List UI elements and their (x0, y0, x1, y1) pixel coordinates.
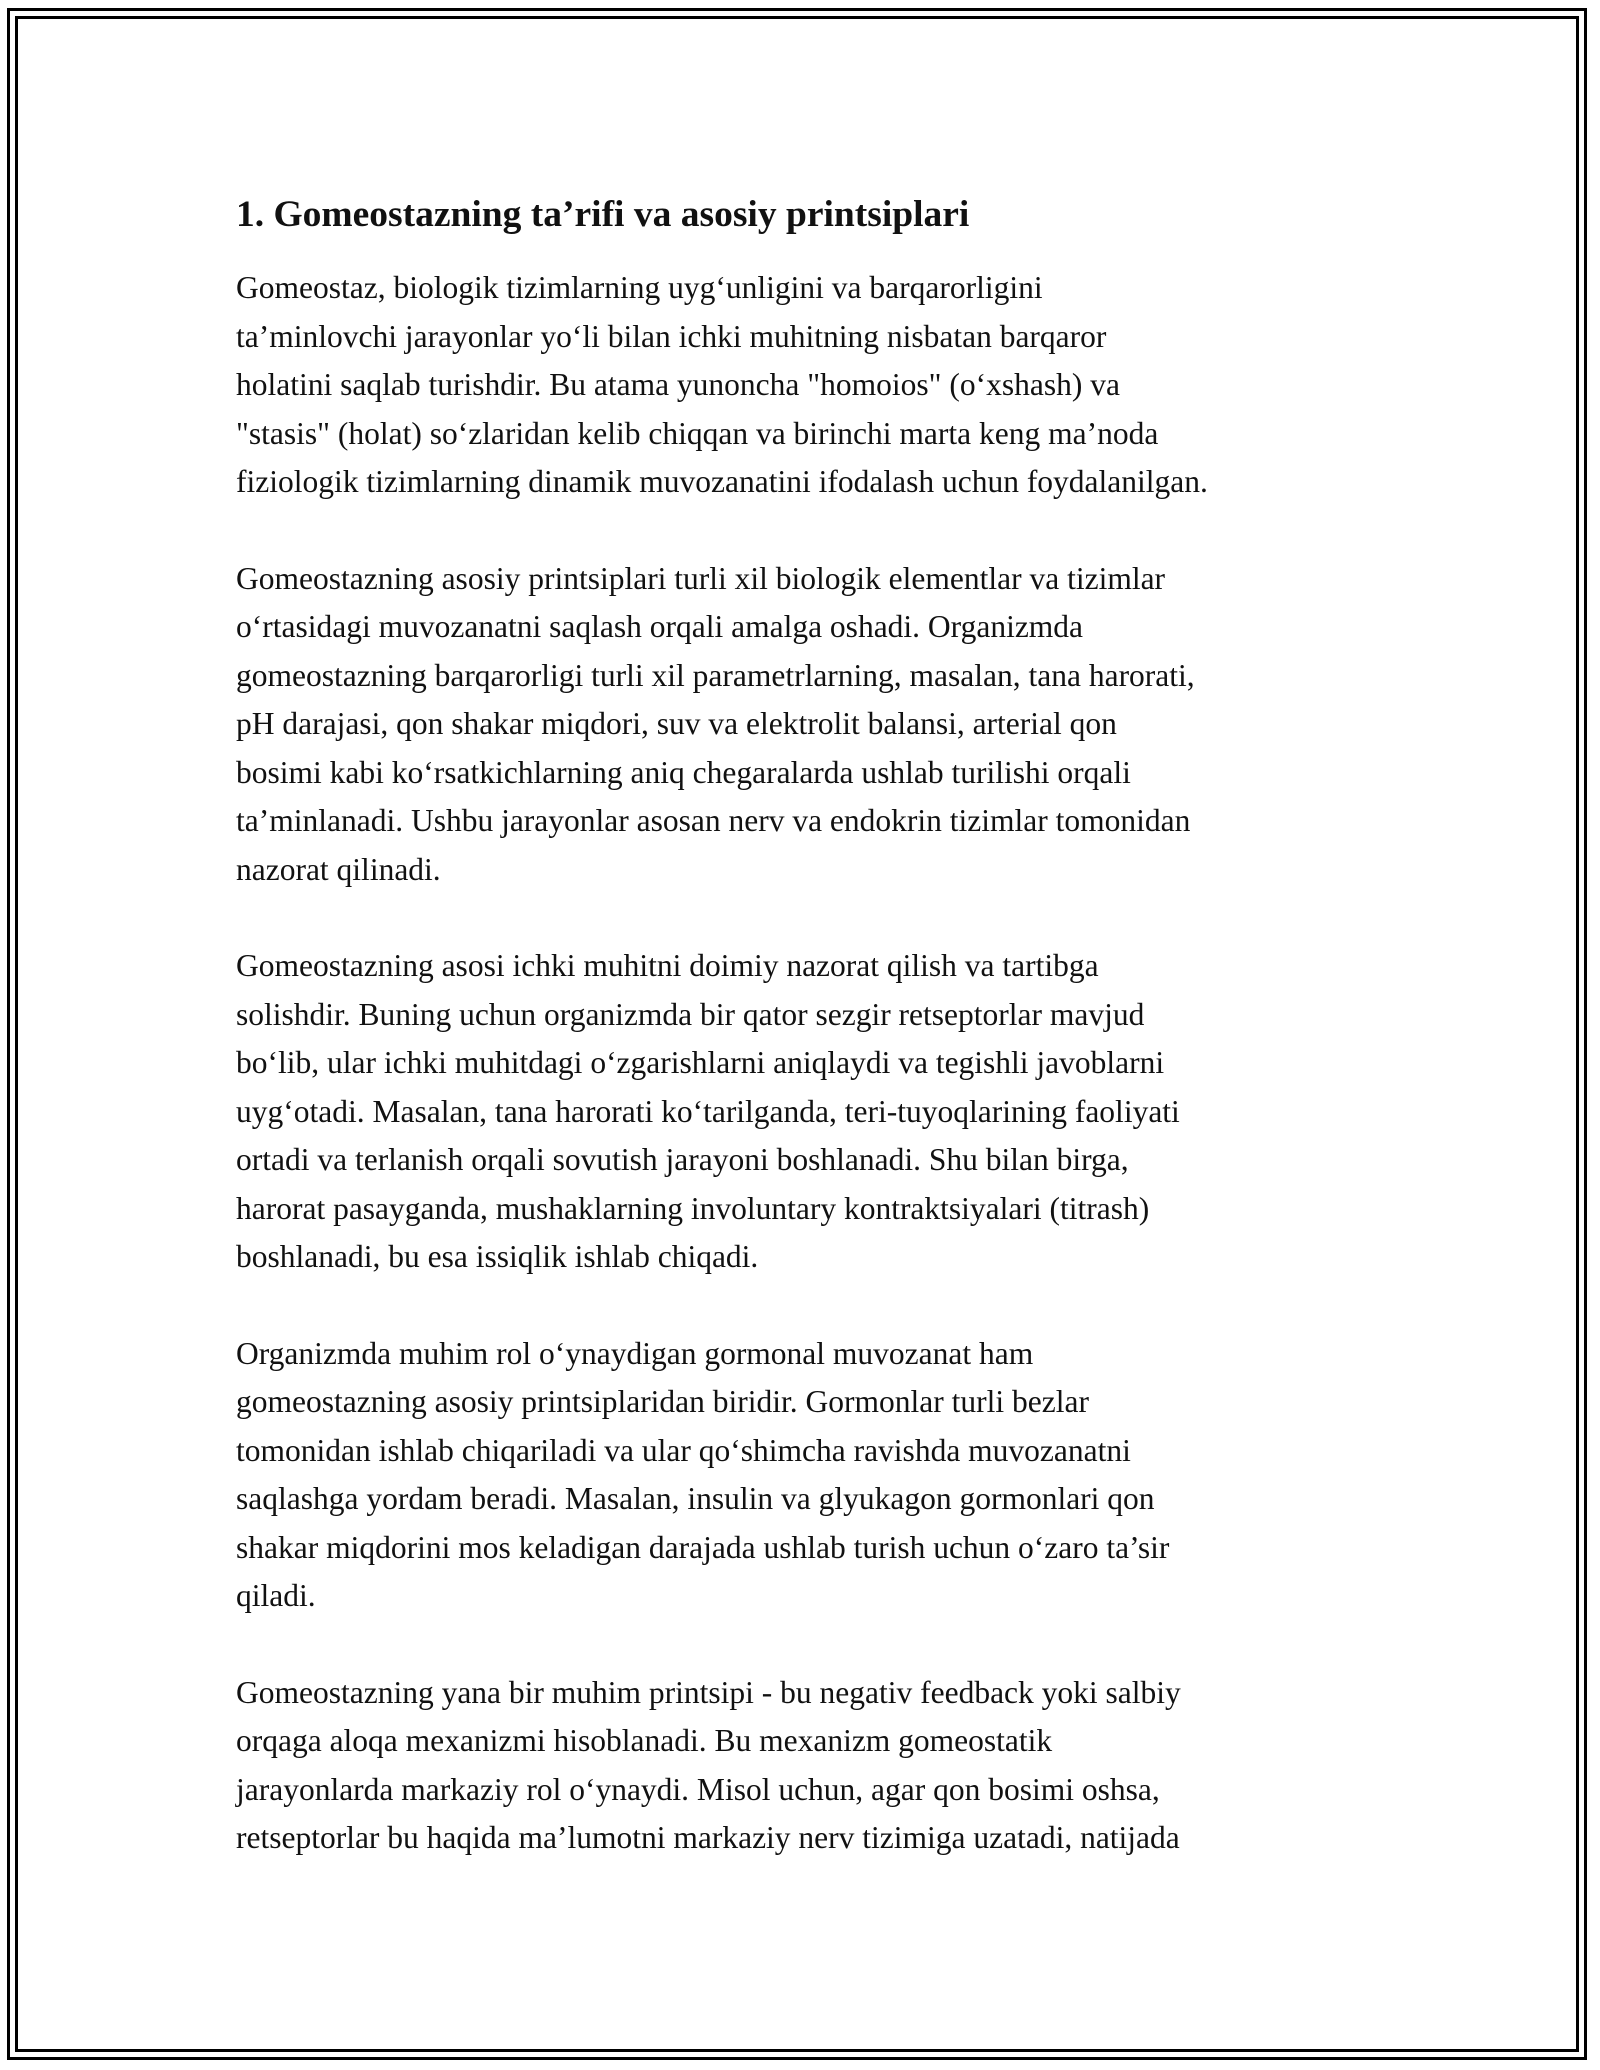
paragraph-definition: Gomeostaz, biologik tizimlarning uyg‘unligini va barqarorligini ta’minlovchi jarayonlar yo‘li bilan ichki muhitning nisbatan barqaror holatini saqlab turishdir. Bu atama yunoncha "homoios" (o‘xshash) va "stasis" (holat) so‘zlaridan kelib chiqqan va birinchi marta keng ma’noda fiziologik tizimlarning dinamik muvozanatini ifodalash uchun foydalanilgan. (236, 270, 1208, 499)
section-heading: 1. Gomeostazning ta’rifi va asosiy printsiplari (236, 194, 970, 235)
document-body (236, 186, 1386, 1911)
paragraph-regulation: Gomeostazning asosi ichki muhitni doimiy nazorat qilish va tartibga solishdir. Buning uchun organizmda bir qator sezgir retseptorlar mavjud bo‘lib, ular ichki muhitdagi o‘zgarishlarni aniqlaydi va tegishli javoblarni uyg‘otadi. Masalan, tana harorati ko‘tarilganda, teri-tuyoqlarining faoliyati ortadi va terlanish orqali sovutish jarayoni boshlanadi. Shu bilan birga, harorat pasayganda, mushaklarning involuntary kontraktsiyalari (titrash) boshlanadi, bu esa issiqlik ishlab chiqadi. (236, 948, 1180, 1274)
paragraph-hormonal-balance: Organizmda muhim rol o‘ynaydigan gormonal muvozanat ham gomeostazning asosiy printsiplaridan biridir. Gormonlar turli bezlar tomonidan ishlab chiqariladi va ular qo‘shimcha ravishda muvozanatni saqlashga yordam beradi. Masalan, insulin va glyukagon gormonlari qon shakar miqdorini mos keladigan darajada ushlab turish uchun o‘zaro ta’sir qiladi. (236, 1335, 1170, 1613)
paragraph-negative-feedback: Gomeostazning yana bir muhim printsipi - bu negativ feedback yoki salbiy orqaga aloqa mexanizmi hisoblanadi. Bu mexanizm gomeostatik jarayonlarda markaziy rol o‘ynaydi. Misol uchun, agar qon bosimi oshsa, retseptorlar bu haqida ma’lumotni markaziy nerv tizimiga uzatadi, natijada (236, 1674, 1181, 1855)
paragraph-principles: Gomeostazning asosiy printsiplari turli xil biologik elementlar va tizimlar o‘rtasidagi muvozanatni saqlash orqali amalga oshadi. Organizmda gomeostazning barqarorligi turli xil parametrlarning, masalan, tana harorati, pH darajasi, qon shakar miqdori, suv va elektrolit balansi, arterial qon bosimi kabi ko‘rsatkichlarning aniq chegaralarda ushlab turilishi orqali ta’minlanadi. Ushbu jarayonlar asosan nerv va endokrin tizimlar tomonidan nazorat qilinadi. (236, 560, 1195, 887)
